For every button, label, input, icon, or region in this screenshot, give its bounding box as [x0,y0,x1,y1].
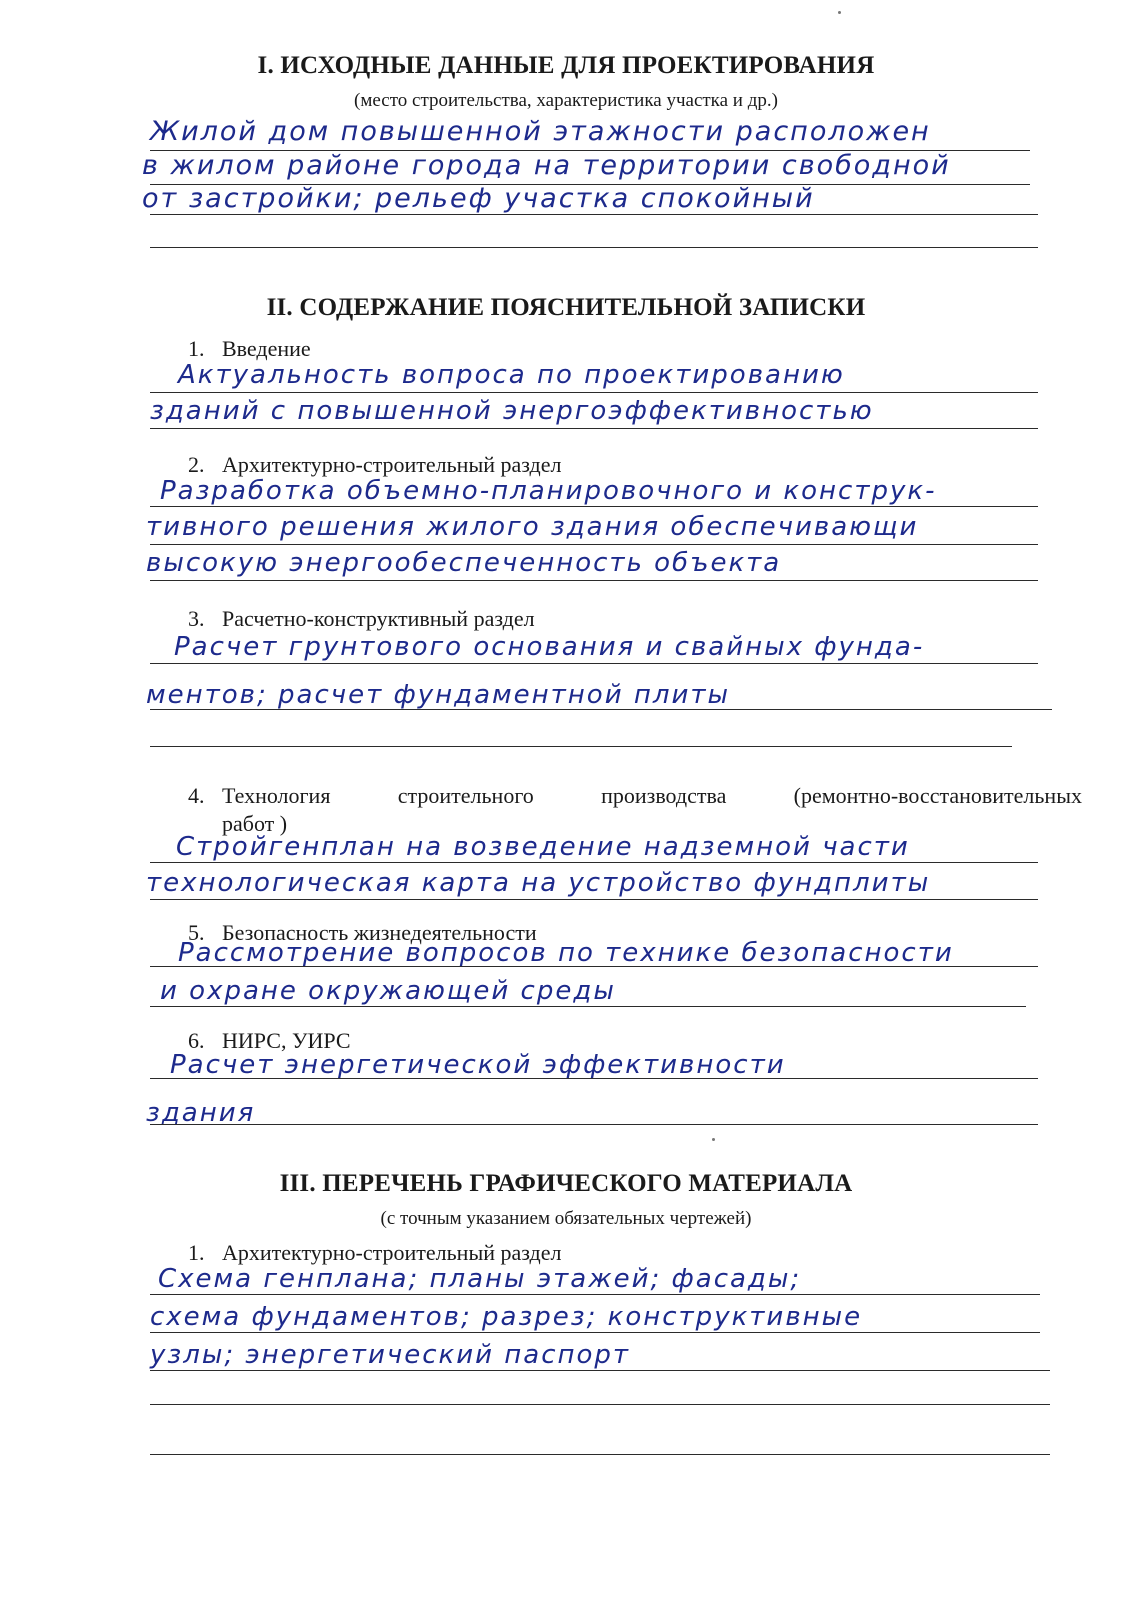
item-number: 6. [188,1028,205,1053]
section-3-title: III. ПЕРЕЧЕНЬ ГРАФИЧЕСКОГО МАТЕРИАЛА [279,1170,853,1197]
handwritten-line: ментов; расчет фундаментной плиты [146,680,731,710]
answer-line [150,709,1052,710]
item-number: 4. [188,783,205,808]
handwritten-line: и охране окружающей среды [160,976,616,1006]
handwritten-line: Рассмотрение вопросов по технике безопасности [178,938,954,968]
answer-line [150,1078,1038,1079]
answer-line [150,1404,1050,1405]
handwritten-line: Жилой дом повышенной этажности расположен [150,116,931,147]
answer-line [150,1006,1026,1007]
answer-line [150,1370,1050,1371]
answer-line [150,506,1038,507]
answer-line [150,544,1038,545]
item-number: 1. [188,1240,205,1265]
handwritten-line: Схема генплана; планы этажей; фасады; [158,1264,802,1294]
section-1-subtitle: (место строительства, характеристика участка и др.) [354,90,778,111]
answer-line [150,247,1038,248]
answer-line [150,428,1038,429]
answer-line [150,1454,1050,1455]
section-2-item-4 [188,782,1088,838]
answer-line [150,746,1012,747]
scan-speck [838,11,841,14]
item-label: Архитектурно-строительный раздел [222,452,562,477]
section-2-item-3 [188,606,535,632]
answer-line [150,899,1038,900]
handwritten-line: Актуальность вопроса по проектированию [178,360,845,390]
handwritten-line: зданий с повышенной энергоэффективностью [150,396,874,426]
item-label: Введение [222,336,311,361]
handwritten-line: схема фундаментов; разрез; конструктивные [150,1302,863,1332]
answer-line [150,580,1038,581]
handwritten-line: узлы; энергетический паспорт [150,1340,631,1370]
handwritten-line: в жилом районе города на территории свободной [142,150,951,181]
item-label: Технология строительного производства (ремонтно-восстановительных [222,783,1082,808]
section-2-title: II. СОДЕРЖАНИЕ ПОЯСНИТЕЛЬНОЙ ЗАПИСКИ [266,294,866,321]
answer-line [150,663,1038,664]
answer-line [150,966,1038,967]
answer-line [150,214,1038,215]
answer-line [150,1294,1040,1295]
handwritten-line: Разработка объемно-планировочного и конструк- [160,476,937,506]
item-label: Архитектурно-строительный раздел [222,1240,562,1265]
section-1-title: I. ИСХОДНЫЕ ДАННЫЕ ДЛЯ ПРОЕКТИРОВАНИЯ [257,52,875,79]
answer-line [150,1332,1040,1333]
section-3-subtitle: (с точным указанием обязательных чертежей) [380,1208,752,1229]
item-number: 1. [188,336,205,361]
handwritten-line: от застройки; рельеф участка спокойный [142,183,815,214]
scan-speck [712,1138,715,1141]
handwritten-line: здания [146,1098,256,1128]
section-2-item-2 [188,452,562,478]
handwritten-line: Стройгенплан на возведение надземной части [176,832,910,862]
answer-line [150,862,1038,863]
answer-line [150,392,1038,393]
item-number: 5. [188,920,205,945]
item-number: 3. [188,606,205,631]
section-2-item-1 [188,336,311,362]
handwritten-line: тивного решения жилого здания обеспечивающи [146,512,919,542]
handwritten-line: высокую энергообеспеченность объекта [146,548,782,578]
handwritten-line: Расчет грунтового основания и свайных фунда- [174,632,925,662]
handwritten-line: Расчет энергетической эффективности [170,1050,786,1080]
section-3-item-1 [188,1240,562,1266]
item-label-continued: работ ) [222,811,288,836]
answer-line [150,1124,1038,1125]
item-label: НИРС, УИРС [222,1028,351,1053]
item-label: Безопасность жизнедеятельности [222,920,537,945]
item-label: Расчетно-конструктивный раздел [222,606,535,631]
handwritten-line: технологическая карта на устройство фундплиты [146,868,931,898]
item-number: 2. [188,452,205,477]
